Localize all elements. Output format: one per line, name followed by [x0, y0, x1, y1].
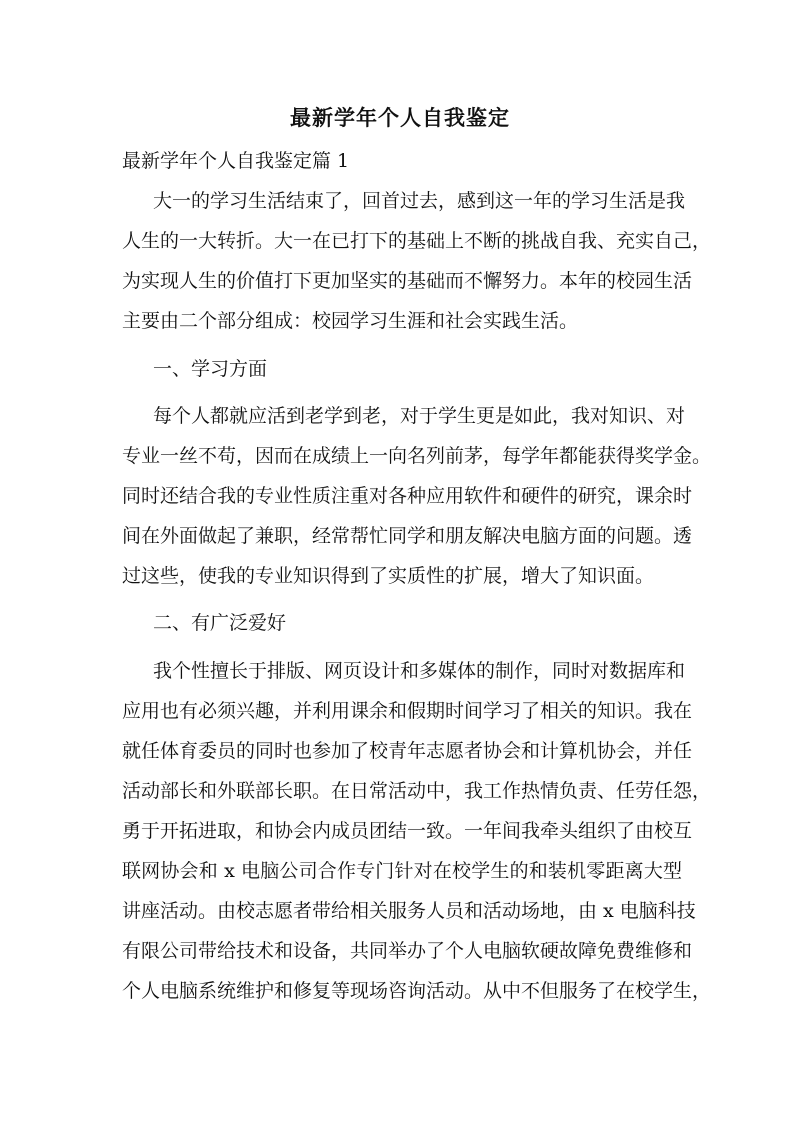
section-heading: 一、学习方面 [153, 358, 268, 380]
paragraph-line: 同时还结合我的专业性质注重对各种应用软件和硬件的研究，课余时 [122, 485, 693, 507]
paragraph-line: 我个性擅长于排版、网页设计和多媒体的制作，同时对数据库和 [153, 660, 686, 682]
paragraph-line: 勇于开拓进取，和协会内成员团结一致。一年间我牵头组织了由校互 [122, 820, 693, 842]
paragraph-line: 人生的一大转折。大一在已打下的基础上不断的挑战自我、充实自己， [122, 230, 712, 252]
section-heading: 二、有广泛爱好 [153, 612, 287, 634]
paragraph-line: 过这些，使我的专业知识得到了实质性的扩展，增大了知识面。 [122, 565, 655, 587]
paragraph-line: 主要由二个部分组成：校园学习生涯和社会实践生活。 [122, 310, 579, 332]
paragraph-line: 有限公司带给技术和设备，共同举办了个人电脑软硬故障免费维修和 [122, 940, 693, 962]
paragraph-line: 每个人都就应活到老学到老，对于学生更是如此，我对知识、对 [153, 405, 686, 427]
paragraph-line: 联网协会和 x 电脑公司合作专门针对在校学生的和装机零距离大型 [122, 860, 682, 882]
paragraph-line: 就任体育委员的同时也参加了校青年志愿者协会和计算机协会，并任 [122, 740, 693, 762]
paragraph-line: 讲座活动。由校志愿者带给相关服务人员和活动场地，由 x 电脑科技 [122, 900, 696, 922]
paragraph-line: 活动部长和外联部长职。在日常活动中，我工作热情负责、任劳任怨， [122, 780, 712, 802]
paragraph-line: 大一的学习生活结束了，回首过去，感到这一年的学习生活是我 [153, 190, 686, 212]
paragraph-line: 间在外面做起了兼职，经常帮忙同学和朋友解决电脑方面的问题。透 [122, 525, 693, 547]
document-title: 最新学年个人自我鉴定 [290, 105, 510, 130]
paragraph-line: 个人电脑系统维护和修复等现场咨询活动。从中不但服务了在校学生， [122, 980, 712, 1002]
paragraph-line: 专业一丝不苟，因而在成绩上一向名列前茅，每学年都能获得奖学金。 [122, 445, 712, 467]
paragraph-line: 应用也有必须兴趣，并利用课余和假期时间学习了相关的知识。我在 [122, 700, 693, 722]
paragraph-line: 为实现人生的价值打下更加坚实的基础而不懈努力。本年的校园生活 [122, 270, 693, 292]
document-subtitle: 最新学年个人自我鉴定篇 1 [122, 150, 350, 172]
